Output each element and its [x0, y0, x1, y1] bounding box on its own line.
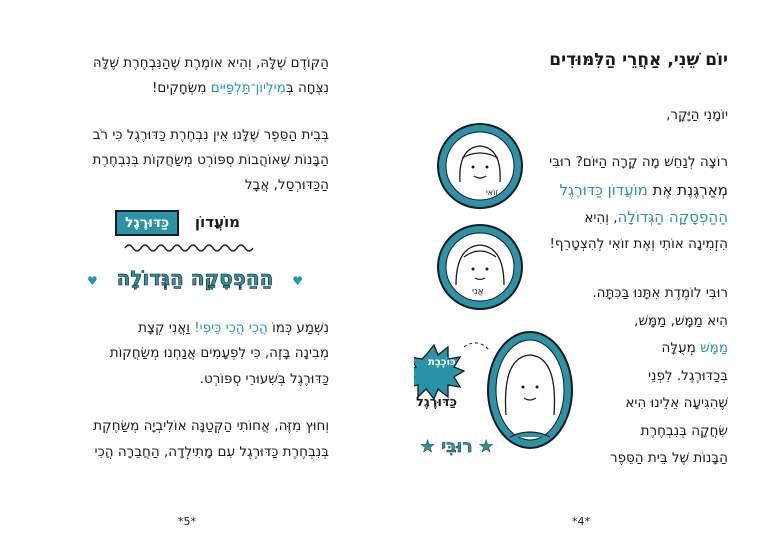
left-line-5: הַכַּדּוּרְסַל, אֲבָל: [244, 177, 329, 193]
ruby-label: ★ רוּבִּי ★: [420, 437, 494, 457]
right-line-12: הַבָּנוֹת שֶׁל בֵּית הַסֵּפֶר: [609, 450, 728, 466]
club-word-2-box: [115, 210, 179, 236]
left-line-1: הַקּוֹדֶם שֶׁלָּהּ, וְהִיא אוֹמֶרֶת שֶׁהַנִּבְחֶרֶת שֶׁלָּהּ: [92, 55, 329, 71]
left-line-4: הַבָּנוֹת שֶׁאוֹהֲבוֹת סְפּוֹרְט מְשַׂחֲקוֹת בְּנִבְחֶרֶת: [92, 152, 329, 168]
right-line-2: רוֹצָה לְנַחֵשׁ מָה קָרָה הַיּוֹם? רוּבִּי: [549, 154, 728, 170]
left-line-2: נִצְּחָה בְּמִילְיוֹן־תַּלְפַּיִּים מִשְׂחָקִים!: [151, 80, 329, 96]
right-line-5: הִזְמִינָה אוֹתִי וְאֶת זוֹאִי לְהִצְטָרֵף!: [549, 236, 728, 252]
right-line-7: הִיא מַמָּשׁ, מַמָּשׁ,: [634, 313, 728, 329]
club-big-title: הַהַפְסָקָה הַגְּדוֹלָה: [116, 266, 274, 290]
right-line-3: מְאַרְגֶּנֶת אֶת מוֹעֲדוֹן כַּדּוּרֶגֶל: [559, 181, 728, 199]
left-line-9: וְחוּץ מִזֶּה, אֲחוֹתִי הַקְּטַנָּה אוֹלִיבְיָה מְשַׂחֶקֶת: [93, 418, 329, 434]
club-word-2: כַּדּוּרֶגֶל: [125, 215, 170, 231]
club-word-1: מוֹעֲדוֹן: [194, 213, 240, 231]
page-title: יוֹם שֵׁנִי, אַחֲרֵי הַלִּמּוּדִים: [549, 50, 728, 70]
right-line-1: יוֹמָנִי הַיָּקָר,: [666, 107, 728, 123]
club-logo: [87, 208, 303, 303]
ruby-illustration: [414, 325, 584, 470]
me-portrait-illustration: [436, 223, 524, 311]
right-page: [384, 0, 768, 556]
page-number-right: *4*: [572, 515, 590, 528]
right-line-9: בְּכַדּוּרֶגֶל. לִפְנֵי: [648, 368, 728, 384]
left-line-8: כַּדּוּרֶגֶל בְּשִׁעוּרֵי סְפּוֹרְט.: [199, 371, 329, 387]
right-line-6: רוּבִּי לוֹמֶדֶת אִתָּנוּ בַּכִּתָּה.: [592, 285, 728, 301]
heart-icon: ♥: [292, 274, 303, 288]
me-portrait: [436, 223, 524, 311]
right-line-10: שֶׁהִגִּיעָה אֵלֵינוּ הִיא: [625, 395, 728, 411]
zoe-portrait-illustration: [436, 122, 524, 210]
star-label: כּוֹכֶבֶת: [428, 357, 456, 368]
left-line-10: בְּנִבְחֶרֶת כַּדּוּרֶגֶל עִם מָתִילְדָה, הַחֲבֵרָה הֲכִי: [94, 444, 329, 460]
football-label: כַּדּוּרֶגֶל: [416, 395, 457, 410]
squiggle-divider: [95, 240, 295, 260]
me-label: אֲנִי: [472, 287, 484, 297]
right-line-11: שִׂחֲקָה בְּנִבְחֶרֶת: [640, 423, 728, 439]
left-line-7: מְבִינָה בָּזֶה, כִּי לִפְעָמִים אֲנַחְנוּ מְשַׂחֲקוֹת: [109, 345, 329, 361]
right-line-8: מַמָּשׁ מְעֻלָּה: [661, 340, 728, 356]
zoe-label: זוֹאִי: [486, 188, 499, 197]
left-line-3: בְּבֵית הַסֵּפֶר שֶׁלָּנוּ אֵין נִבְחֶרֶת כַּדּוּרֶגֶל כִּי רֹב: [92, 127, 329, 143]
right-line-4: הַהַפְסָקָה הַגְּדוֹלָה, וְהִיא: [584, 208, 728, 226]
page-number-left: *5*: [178, 515, 196, 528]
zoe-portrait: [436, 122, 524, 210]
left-line-6: נִשְׁמַע כְּמוֹ הֲכִי הֲכִי כֵּיפִי! וַאֲנִי קְצָת: [138, 320, 329, 336]
heart-icon: ♥: [87, 274, 98, 288]
